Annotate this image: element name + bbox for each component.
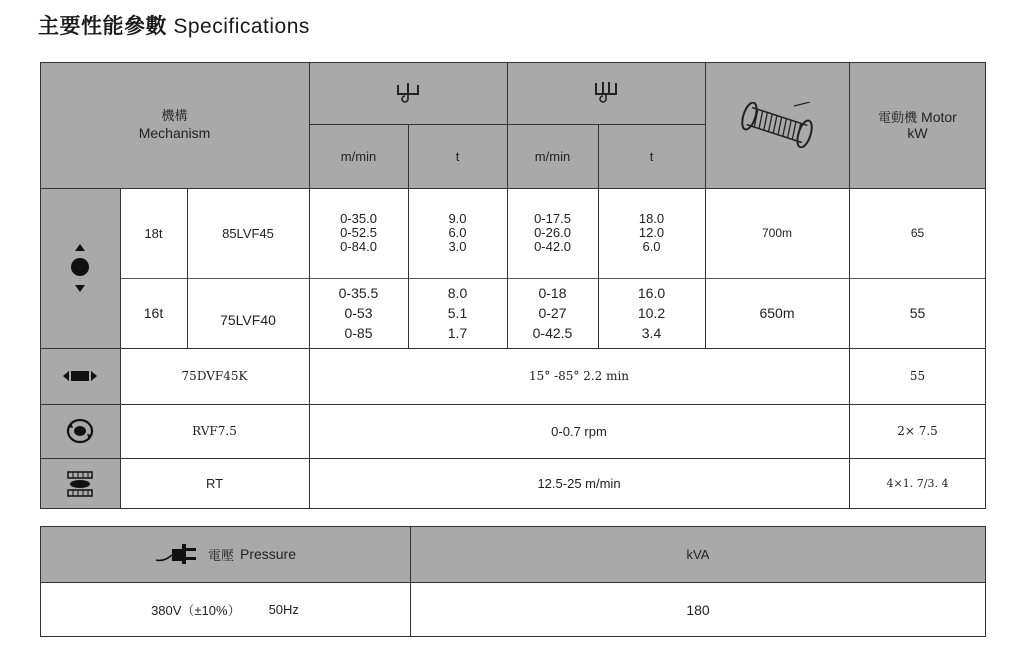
mechanism-header-en: Mechanism (138, 125, 211, 141)
row2-load1-c: 1.7 (447, 325, 468, 341)
row1-load1-b: 6.0 (448, 225, 467, 240)
row2-load2-c: 3.4 (641, 325, 662, 341)
row1-load2-a: 18.0 (638, 211, 665, 226)
page-title (38, 10, 310, 40)
power-plug-icon (154, 542, 202, 566)
luffing-arrows-icon (61, 369, 99, 383)
row2-speed1-a: 0-35.5 (338, 285, 379, 301)
row2-speed2-c: 0-42.5 (532, 325, 573, 341)
travel-spec: 12.5-25 m/min (537, 476, 621, 491)
load-unit-2: t (598, 124, 705, 188)
luffing-motor: 55 (909, 369, 926, 383)
row2-speed1-c: 0-85 (344, 325, 373, 341)
single-hook-icon (393, 79, 423, 107)
row1-speed1-c: 0-84.0 (340, 239, 377, 254)
row1-load1 (408, 188, 507, 278)
slewing-motor: 2× 7.5 (897, 424, 938, 438)
title-cn: 主要性能參數 (38, 13, 167, 38)
rope-drum-icon (734, 102, 820, 148)
motor-header-cn: 電動機 (878, 111, 918, 126)
power-table (40, 526, 986, 637)
motor-header-en: Motor (921, 109, 957, 125)
grid-line (408, 124, 409, 348)
mechanism-header (40, 62, 309, 188)
row2-speed2-b: 0-27 (538, 305, 567, 321)
grid-line (40, 526, 41, 637)
motor-header (849, 62, 986, 188)
row1-load2 (598, 188, 705, 278)
load-unit-1: t (408, 124, 507, 188)
grid-line (507, 62, 508, 348)
row1-speed2-b: 0-26.0 (534, 225, 571, 240)
row1-load2-c: 6.0 (642, 239, 661, 254)
row2-capacity: 16t (143, 305, 164, 321)
main-hoist-header (309, 62, 507, 124)
power-label-cn: 電壓 (207, 548, 234, 564)
travel-trolley-icon (65, 469, 95, 499)
kva-value: 180 (686, 601, 710, 618)
row1-model: 85LVF45 (222, 225, 274, 241)
kva-header: kVA (410, 526, 986, 582)
row1-load1-c: 3.0 (448, 239, 467, 254)
row1-load1-a: 9.0 (448, 211, 467, 226)
row2-rope: 650m (759, 305, 795, 321)
grid-line (187, 188, 188, 348)
row2-load2 (598, 278, 705, 348)
specifications-table (40, 62, 986, 509)
grid-line (40, 582, 986, 583)
grid-line (40, 508, 986, 509)
power-spec (40, 582, 410, 637)
grid-line (849, 62, 850, 509)
power-label-header (40, 526, 410, 582)
grid-line (40, 636, 986, 637)
aux-hoist-header (507, 62, 705, 124)
power-frequency: 50Hz (268, 602, 299, 617)
mechanism-header-cn: 機構 (161, 109, 188, 124)
row1-speed1-a: 0-35.0 (340, 211, 377, 226)
row2-model: 75LVF40 (220, 312, 276, 328)
rope-drum-header (705, 62, 849, 188)
row2-load2-b: 10.2 (637, 305, 666, 321)
grid-line (40, 348, 986, 349)
double-hook-icon (591, 79, 621, 107)
grid-line (40, 188, 986, 189)
grid-line (40, 526, 986, 527)
row2-motor: 55 (909, 305, 926, 321)
row1-motor: 65 (910, 226, 925, 240)
slewing-side (40, 404, 120, 458)
grid-line (410, 526, 411, 637)
grid-line (120, 188, 121, 509)
row2-speed2 (507, 278, 598, 348)
luffing-side (40, 348, 120, 404)
row2-load1 (408, 278, 507, 348)
row2-load2-a: 16.0 (637, 285, 666, 301)
row2-load1-b: 5.1 (447, 305, 468, 321)
row1-capacity: 18t (144, 225, 163, 241)
hoist-side (40, 188, 120, 348)
grid-line (985, 62, 986, 509)
slewing-spec: 0-0.7 rpm (551, 423, 607, 439)
row2-speed1-b: 0-53 (344, 305, 373, 321)
speed-unit-2: m/min (507, 124, 598, 188)
luffing-spec: 15° -85° 2.2 min (528, 369, 630, 383)
row1-speed2-c: 0-42.0 (534, 239, 571, 254)
grid-line (705, 62, 706, 348)
grid-line (309, 62, 310, 509)
row2-speed2-a: 0-18 (538, 285, 567, 301)
row1-rope: 700m (761, 226, 793, 240)
row2-speed1 (309, 278, 408, 348)
speed-unit-1: m/min (309, 124, 408, 188)
row2-load1-a: 8.0 (447, 285, 468, 301)
row1-load2-b: 12.0 (638, 225, 665, 240)
row1-speed2 (507, 188, 598, 278)
hoist-updown-icon (69, 242, 91, 294)
travel-side (40, 458, 120, 509)
power-label-en: Pressure (239, 546, 297, 562)
power-voltage: 380V（±10%） (151, 603, 241, 618)
grid-line (40, 62, 41, 509)
grid-line (40, 458, 986, 459)
row1-speed2-a: 0-17.5 (534, 211, 571, 226)
slewing-model: RVF7.5 (192, 424, 237, 438)
grid-line (40, 404, 986, 405)
row1-speed1 (309, 188, 408, 278)
travel-motor: 4×1. 7/3. 4 (886, 477, 949, 490)
grid-line (120, 278, 986, 279)
travel-model: RT (205, 476, 224, 491)
luffing-model: 75DVF45K (181, 369, 248, 383)
grid-line (598, 124, 599, 348)
grid-line (40, 62, 986, 63)
motor-header-unit: kW (907, 125, 928, 141)
grid-line (985, 526, 986, 637)
slewing-icon (65, 416, 95, 446)
row1-speed1-b: 0-52.5 (340, 225, 377, 240)
title-en: Specifications (173, 15, 310, 38)
